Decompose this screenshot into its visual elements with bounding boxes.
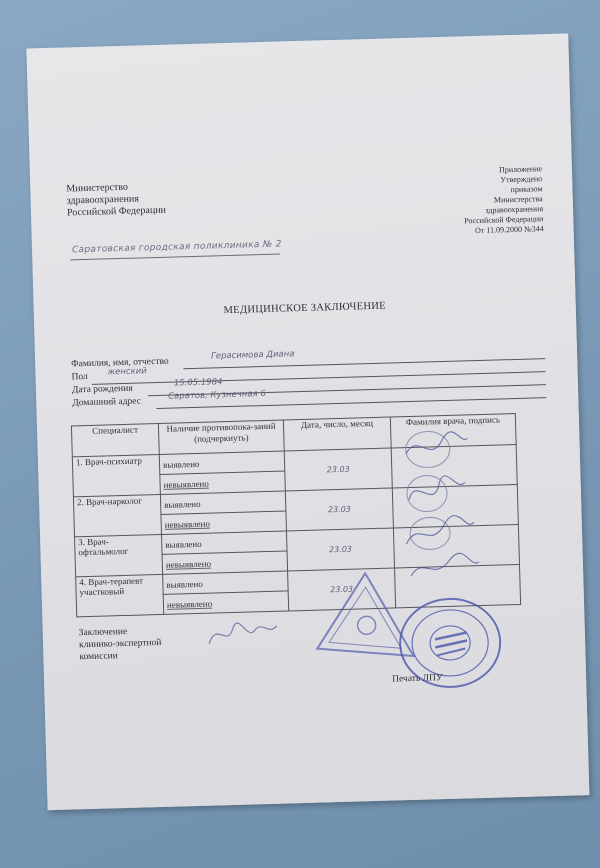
doctor-cell <box>76 574 164 616</box>
option-revealed: выявлено <box>163 571 289 594</box>
date-cell: 23.03 <box>288 568 396 611</box>
appendix-line: Утверждено <box>500 174 543 185</box>
ministry-line: Министерство <box>66 181 129 195</box>
appendix-line: Российской Федерации <box>464 214 544 226</box>
row-number: 4. <box>79 577 87 588</box>
name-label: Фамилия, имя, отчество <box>71 356 169 370</box>
sex-label: Пол <box>71 371 88 383</box>
option-revealed: выявлено <box>162 531 288 554</box>
ministry-header <box>66 181 166 220</box>
doctor-name: Врач-психиатр <box>84 455 142 468</box>
name-value: Герасимова Диана <box>210 349 295 362</box>
doctor-cell <box>75 534 163 576</box>
option-not-revealed: невыявлено <box>161 511 287 534</box>
ministry-line: Российской Федерации <box>66 204 167 219</box>
address-value: Саратов, Кузнечная 6 <box>168 388 266 402</box>
sex-field <box>71 366 147 383</box>
appendix-line: приказом <box>510 184 543 195</box>
signature-2 <box>408 475 465 500</box>
doctor-seal-3 <box>410 517 451 550</box>
medical-certificate-document <box>26 33 589 810</box>
row-number: 1. <box>75 457 83 468</box>
ministry-line: здравоохранения <box>66 193 140 207</box>
document-title: МЕДИЦИНСКОЕ ЗАКЛЮЧЕНИЕ <box>223 300 387 317</box>
header-date: Дата, число, месяц <box>283 417 391 451</box>
doctor-cell <box>72 454 160 496</box>
doctor-name: Врач-терапевт участковый <box>79 575 144 598</box>
header-doctor-signature: Фамилия врача, подпись <box>390 414 516 448</box>
conclusion-line: клинико-экспертной <box>78 638 162 651</box>
sex-underline <box>92 371 546 385</box>
appendix-line: здравоохранения <box>485 204 544 215</box>
signature-4 <box>411 553 480 576</box>
dob-value: 15.05.1984 <box>173 377 223 389</box>
stamp-label: Печать ЛПУ <box>392 673 443 685</box>
option-revealed: выявлено <box>159 451 285 474</box>
appendix-line: Министерства <box>493 194 543 205</box>
institution-underline <box>70 254 280 261</box>
row-number: 2. <box>76 497 84 508</box>
row-number: 3. <box>78 537 86 548</box>
option-revealed: выявлено <box>160 491 286 514</box>
option-not-revealed: невыявлено <box>163 591 289 614</box>
doctor-name: Врач-нарколог <box>85 495 143 508</box>
option-not-revealed: невыявлено <box>162 551 288 574</box>
commission-conclusion <box>79 625 162 663</box>
header-contraindications: Наличие противопока-заний (подчеркнуть) <box>158 420 284 454</box>
date-cell: 23.03 <box>285 488 393 531</box>
option-not-revealed: невыявлено <box>160 471 286 494</box>
appendix-line: Приложение <box>498 164 543 175</box>
conclusion-line: комиссии <box>79 651 118 663</box>
address-label: Домашний адрес <box>72 396 142 409</box>
doctor-name: Врач-офтальмолог <box>78 536 129 558</box>
doctor-cell <box>73 494 161 536</box>
conclusion-line: Заключение <box>78 626 128 639</box>
institution-name: Саратовская городская поликлиника № 2 <box>71 239 282 256</box>
dob-label: Дата рождения <box>71 383 133 396</box>
appendix-block <box>463 164 544 236</box>
header-specialist: Специалист <box>71 424 159 457</box>
sex-value: женский <box>107 366 147 378</box>
date-cell: 23.03 <box>286 528 394 571</box>
date-cell: 23.03 <box>284 448 392 491</box>
commission-signature <box>202 616 283 652</box>
appendix-line: От 11.09.2000 №344 <box>474 224 544 236</box>
